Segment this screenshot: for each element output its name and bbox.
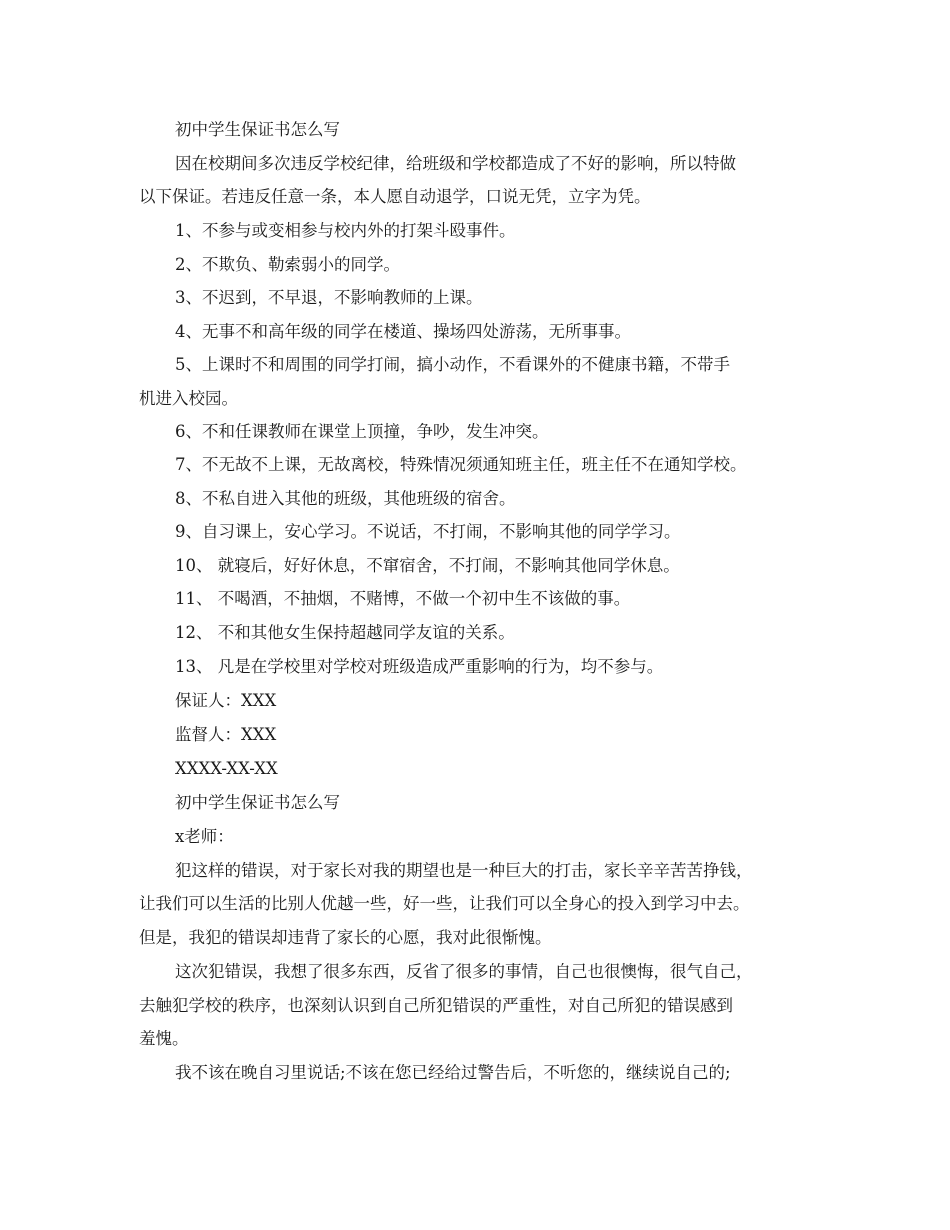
document-line: 11、 不喝酒，不抽烟，不赌博，不做一个初中生不该做的事。 (175, 589, 631, 608)
document-line: x老师： (175, 827, 234, 846)
document-line: 这次犯错误，我想了很多东西，反省了很多的事情，自己也很懊悔，很气自己， (175, 962, 753, 981)
document-line: 初中学生保证书怎么写 (175, 793, 340, 812)
document-line: 以下保证。若违反任意一条，本人愿自动退学，口说无凭，立字为凭。 (139, 187, 651, 206)
document-line: 2、不欺负、勒索弱小的同学。 (175, 255, 400, 274)
document-line: 10、 就寝后，好好休息，不窜宿舍，不打闹，不影响其他同学休息。 (175, 556, 680, 575)
document-line: 1、不参与或变相参与校内外的打架斗殴事件。 (175, 221, 516, 240)
document-line: 监督人：XXX (175, 725, 277, 744)
document-line: 6、不和任课教师在课堂上顶撞，争吵，发生冲突。 (175, 422, 549, 441)
document-line: 13、 凡是在学校里对学校对班级造成严重影响的行为，均不参与。 (175, 657, 664, 676)
document-line: 但是，我犯的错误却违背了家长的心愿，我对此很惭愧。 (139, 928, 552, 947)
document-line: 犯这样的错误，对于家长对我的期望也是一种巨大的打击，家长辛辛苦苦挣钱， (175, 861, 753, 880)
document-line: XXXX-XX-XX (175, 759, 278, 778)
document-line: 机进入校园。 (139, 389, 238, 408)
document-line: 因在校期间多次违反学校纪律，给班级和学校都造成了不好的影响，所以特做 (175, 154, 736, 173)
document-line: 羞愧。 (139, 1029, 189, 1048)
document-line: 让我们可以生活的比别人优越一些，好一些，让我们可以全身心的投入到学习中去。 (139, 894, 750, 913)
document-line: 7、不无故不上课，无故离校，特殊情况须通知班主任，班主任不在通知学校。 (175, 455, 747, 474)
document-line: 12、 不和其他女生保持超越同学友谊的关系。 (175, 623, 515, 642)
document-line: 8、不私自进入其他的班级，其他班级的宿舍。 (175, 489, 516, 508)
document-line: 去触犯学校的秩序，也深刻认识到自己所犯错误的严重性，对自己所犯的错误感到 (139, 996, 733, 1015)
document-line: 3、不迟到，不早退，不影响教师的上课。 (175, 288, 483, 307)
document-line: 初中学生保证书怎么写 (175, 120, 340, 139)
document-line: 我不该在晚自习里说话;不该在您已经给过警告后，不听您的，继续说自己的; (175, 1063, 731, 1082)
document-line: 5、上课时不和周围的同学打闹，搞小动作，不看课外的不健康书籍，不带手 (175, 355, 730, 374)
document-line: 4、无事不和高年级的同学在楼道、操场四处游荡，无所事事。 (175, 322, 631, 341)
document-line: 保证人：XXX (175, 691, 277, 710)
document-line: 9、自习课上，安心学习。不说话，不打闹，不影响其他的同学学习。 (175, 522, 681, 541)
